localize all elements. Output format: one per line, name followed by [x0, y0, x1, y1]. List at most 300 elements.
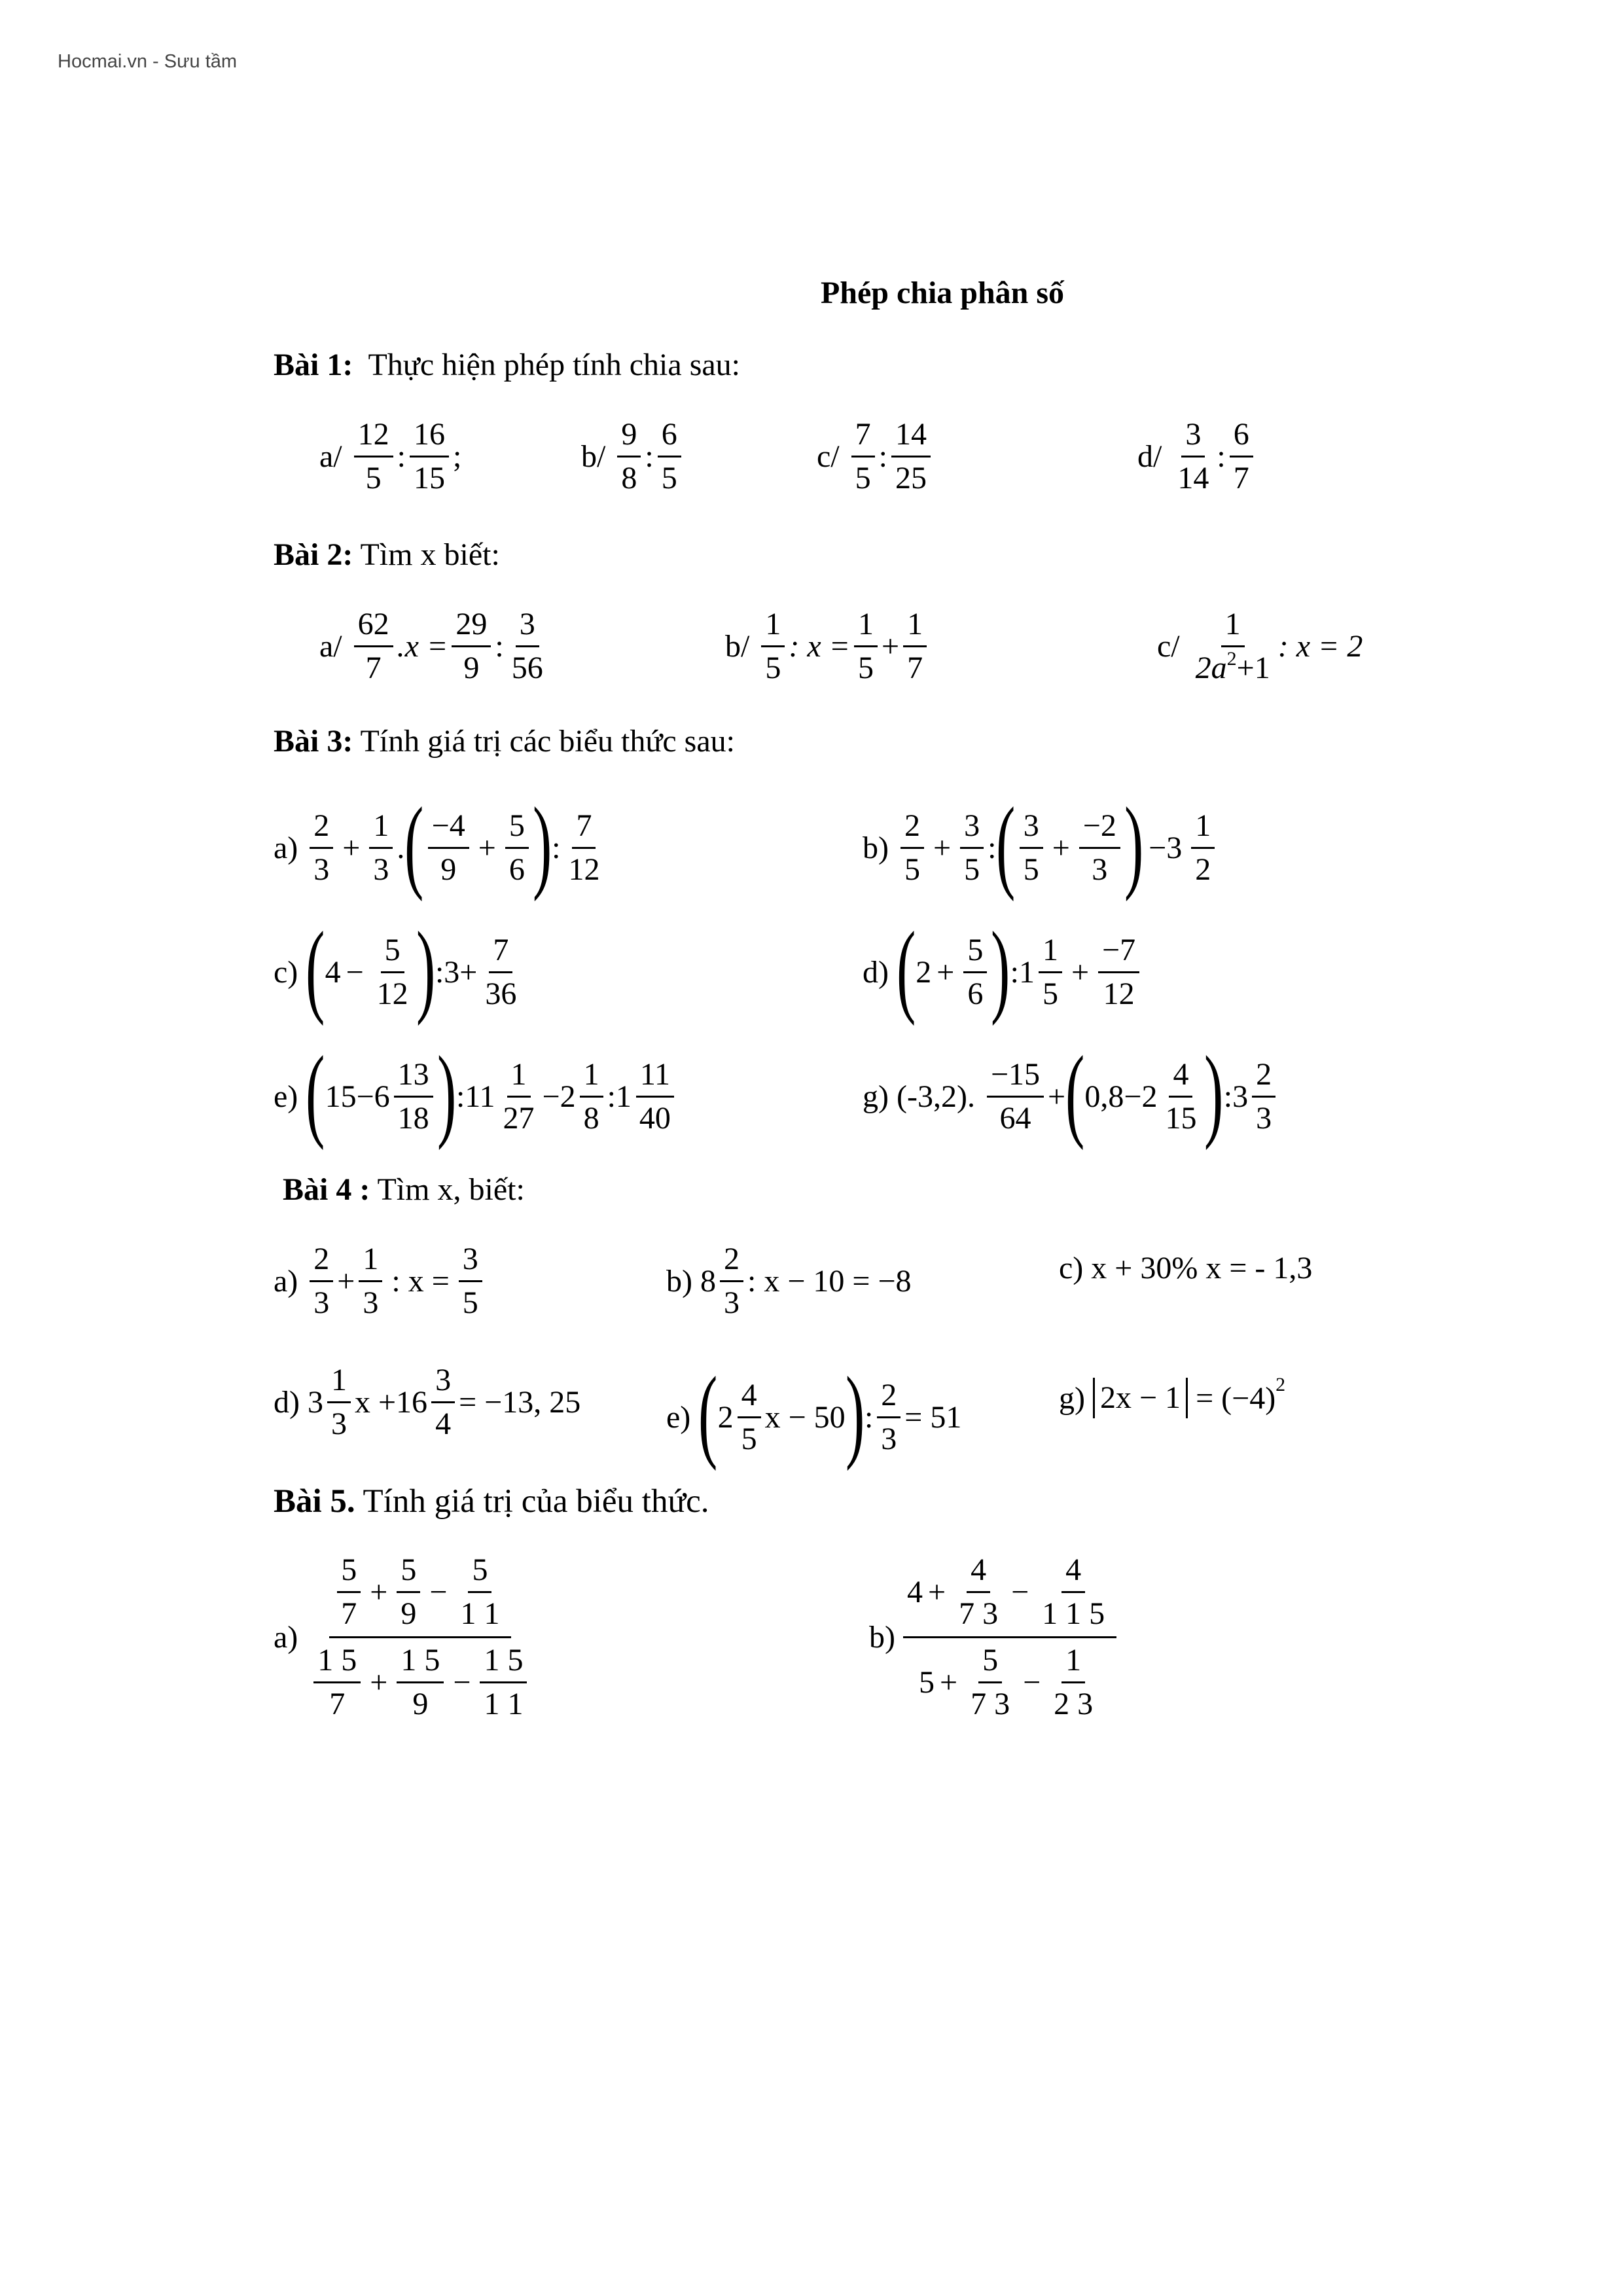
operator: +	[370, 1575, 388, 1609]
complex-fraction	[306, 1554, 535, 1720]
fraction	[1039, 932, 1062, 1011]
denominator: 7	[341, 1596, 357, 1631]
math-text: :11	[455, 1079, 495, 1114]
denominator: 3	[881, 1421, 897, 1456]
math-text: 4	[325, 954, 341, 990]
numerator: 62	[354, 609, 393, 647]
bai4-g	[1059, 1374, 1286, 1418]
denominator: 18	[397, 1100, 429, 1136]
fraction	[481, 932, 520, 1011]
math-text: −2	[1124, 1079, 1158, 1114]
label: a)	[274, 1620, 298, 1655]
numerator: 1	[1061, 1645, 1085, 1683]
numerator: 3	[459, 1244, 482, 1282]
numerator: 1	[1221, 609, 1245, 647]
bai3-c	[274, 910, 524, 1026]
denominator: 6	[508, 852, 525, 887]
numerator: 1	[903, 609, 927, 647]
fraction	[397, 1554, 420, 1630]
math-text: 5	[918, 1665, 935, 1700]
semicolon: ;	[452, 439, 462, 474]
fraction	[505, 810, 529, 886]
bai2-text: Tìm x biết:	[360, 537, 500, 572]
denominator: 7	[1233, 461, 1249, 495]
parenthesis: (	[698, 1355, 718, 1471]
label: a/	[319, 439, 342, 474]
denominator: 5	[462, 1285, 478, 1320]
numerator: 5	[978, 1645, 1002, 1683]
fraction	[310, 1244, 333, 1319]
fraction	[410, 419, 449, 494]
math-text: :	[552, 830, 561, 865]
fraction	[955, 1554, 1002, 1630]
denominator: 5	[964, 852, 980, 887]
fraction	[452, 609, 491, 684]
numerator: 6	[658, 419, 681, 457]
label: e)	[666, 1399, 691, 1435]
numerator: 7	[572, 810, 596, 849]
numerator: −2	[1079, 810, 1120, 849]
fraction	[1230, 419, 1253, 494]
denominator: 56	[511, 651, 543, 685]
bai4-e	[666, 1355, 962, 1471]
label: b/	[581, 439, 606, 474]
numerator: 2	[1252, 1059, 1275, 1098]
denominator: 64	[999, 1100, 1031, 1136]
bai1-label: Bài 1:	[274, 348, 353, 382]
numerator: 5	[337, 1554, 361, 1593]
bai1-a	[319, 419, 461, 494]
fraction	[459, 1244, 482, 1319]
operator: :	[878, 439, 887, 474]
numerator: −7	[1098, 935, 1139, 973]
operator: −	[1011, 1575, 1029, 1609]
fraction	[1038, 1554, 1109, 1630]
math-text: +	[1048, 1079, 1066, 1114]
numerator: 2	[901, 810, 924, 849]
fraction	[373, 932, 412, 1011]
numerator: 1 5	[313, 1645, 361, 1683]
denominator: 1 1	[484, 1687, 524, 1721]
label: b)	[869, 1620, 895, 1655]
fraction	[1252, 1056, 1275, 1136]
fraction	[967, 1645, 1014, 1720]
fraction	[397, 1645, 444, 1720]
bai4-heading	[283, 1172, 525, 1208]
denominator: 5	[765, 651, 781, 685]
fraction	[901, 810, 924, 886]
fraction	[354, 609, 393, 684]
parenthesis: )	[416, 910, 435, 1026]
numerator: 3	[516, 609, 539, 647]
bai1-d	[1137, 419, 1257, 494]
denominator: 3	[313, 852, 330, 887]
numerator: 12	[354, 419, 393, 457]
numerator: 2	[720, 1244, 743, 1282]
fraction	[508, 609, 547, 684]
math-text: :	[988, 830, 997, 865]
label: b)	[666, 1264, 692, 1299]
denominator: 9	[412, 1687, 429, 1721]
operator: −	[346, 954, 364, 990]
bai5-heading	[274, 1482, 709, 1520]
parenthesis: )	[1124, 785, 1144, 902]
math-text: x + 30% x = - 1,3	[1091, 1251, 1313, 1285]
bai5-text: Tính giá trị của biểu thức.	[363, 1483, 709, 1520]
bai5-b	[869, 1554, 1116, 1720]
watermark: Hocmai.vn - Sưu tầm	[58, 51, 238, 72]
parenthesis: (	[404, 785, 424, 902]
label: c/	[1157, 629, 1180, 664]
denominator: 5	[1042, 976, 1058, 1011]
math-text: +1	[1236, 651, 1270, 685]
numerator: 1	[580, 1059, 603, 1098]
numerator: 1	[359, 1244, 382, 1282]
fraction	[431, 1365, 455, 1440]
fraction	[369, 810, 393, 886]
bai2-label: Bài 2:	[274, 537, 353, 572]
bai3-a	[274, 785, 607, 902]
fraction	[1079, 810, 1120, 886]
label: c)	[274, 954, 298, 990]
fraction	[987, 1056, 1044, 1136]
numerator: 5	[468, 1554, 491, 1593]
fraction	[738, 1377, 761, 1456]
numerator: 3	[1181, 419, 1205, 457]
denominator: 3	[723, 1285, 740, 1320]
operator: +	[933, 830, 952, 865]
operator: +	[939, 1665, 958, 1700]
denominator: 7	[329, 1687, 346, 1721]
fraction	[394, 1056, 433, 1136]
fraction	[1050, 1645, 1097, 1720]
operator: +	[370, 1665, 388, 1700]
numerator: 3	[431, 1365, 455, 1403]
fraction	[580, 1056, 603, 1136]
denominator: 8	[621, 461, 637, 495]
numerator: 2	[310, 1244, 333, 1282]
label: d)	[274, 1385, 300, 1420]
fraction	[1098, 932, 1139, 1011]
math-text: x +16	[354, 1385, 428, 1420]
math-text: .	[397, 830, 405, 865]
numerator: 5	[505, 810, 529, 849]
fraction	[480, 1645, 527, 1720]
exponent: 2	[1226, 648, 1237, 670]
page-title: Phép chia phân số	[820, 276, 1065, 310]
fraction	[1192, 609, 1274, 684]
numerator: 4	[967, 1554, 990, 1593]
math-text: :3+	[435, 954, 478, 990]
fraction	[1173, 419, 1213, 494]
equation-part: : x =	[789, 629, 851, 664]
denominator: 3	[1092, 852, 1108, 887]
operator: −	[1023, 1665, 1041, 1700]
operator: +	[478, 830, 496, 865]
parenthesis: )	[845, 1355, 865, 1471]
parenthesis: )	[991, 910, 1010, 1026]
numerator: −4	[428, 810, 469, 849]
parenthesis: (	[896, 910, 916, 1026]
fraction	[456, 1554, 503, 1630]
denominator: 5	[365, 461, 382, 495]
fraction	[891, 419, 931, 494]
math-text: −2	[542, 1079, 576, 1114]
parenthesis: )	[1204, 1034, 1224, 1151]
math-text: 4	[906, 1575, 923, 1609]
numerator: 1 5	[480, 1645, 527, 1683]
denominator: 14	[1177, 461, 1209, 495]
operator: :	[397, 439, 406, 474]
bai3-text: Tính giá trị các biểu thức sau:	[360, 724, 735, 759]
bai3-g	[863, 1034, 1279, 1151]
math-text: 2a	[1195, 651, 1227, 685]
label: a/	[319, 629, 342, 664]
fraction	[1161, 1056, 1200, 1136]
numerator: 4	[1061, 1554, 1085, 1593]
fraction	[963, 932, 987, 1011]
bai4-text: Tìm x, biết:	[377, 1172, 525, 1207]
numerator: 13	[394, 1059, 433, 1098]
equation-part: .x =	[397, 629, 448, 664]
denominator: 5	[904, 852, 920, 887]
math-text: 15	[325, 1079, 357, 1114]
parenthesis: )	[532, 785, 552, 902]
denominator: 12	[376, 976, 408, 1011]
denominator	[1192, 647, 1274, 684]
denominator: 36	[485, 976, 517, 1011]
numerator: 16	[410, 419, 449, 457]
fraction	[851, 419, 875, 494]
label: g)	[863, 1079, 889, 1114]
denominator: 9	[463, 651, 480, 685]
denominator: 5	[858, 651, 874, 685]
bai3-e	[274, 1034, 679, 1151]
fraction	[761, 609, 785, 684]
bai1-heading	[274, 347, 740, 383]
math-text: = 51	[904, 1399, 962, 1435]
fraction	[310, 810, 333, 886]
numerator: 6	[1230, 419, 1253, 457]
fraction	[854, 609, 878, 684]
fraction	[720, 1244, 743, 1319]
fraction	[359, 1244, 382, 1319]
denominator: 7	[365, 651, 382, 685]
bai4-d	[274, 1365, 580, 1440]
numerator: 7	[851, 419, 875, 457]
fraction	[635, 1056, 675, 1136]
fraction	[327, 1365, 351, 1440]
numerator: 1	[854, 609, 878, 647]
math-text: 8	[700, 1264, 716, 1299]
numerator: 1	[761, 609, 785, 647]
bai1-text: Thực hiện phép tính chia sau:	[368, 348, 741, 382]
fraction	[903, 609, 927, 684]
denominator: 7	[907, 651, 923, 685]
operator: +	[1052, 830, 1070, 865]
parenthesis: (	[306, 910, 325, 1026]
bai3-label: Bài 3:	[274, 724, 353, 759]
bai5-label: Bài 5.	[274, 1483, 355, 1520]
math-text: −6	[356, 1079, 390, 1114]
numerator: 3	[1020, 810, 1043, 849]
denominator: 15	[1165, 1100, 1197, 1136]
denominator: 15	[413, 461, 445, 495]
denominator: 12	[568, 852, 600, 887]
bai4-b	[666, 1244, 912, 1319]
numerator: 2	[877, 1380, 901, 1418]
numerator: −15	[987, 1059, 1044, 1098]
math-text: :1	[1010, 954, 1035, 990]
denominator: 3	[330, 1407, 347, 1441]
label: g)	[1059, 1380, 1085, 1416]
fraction	[564, 810, 603, 886]
denominator: 6	[967, 976, 984, 1011]
numerator: 1	[1039, 935, 1062, 973]
numerator: 1	[327, 1365, 351, 1403]
parenthesis: (	[996, 785, 1016, 902]
denominator: 4	[435, 1407, 452, 1441]
fraction	[313, 1645, 361, 1720]
math-text: :	[864, 1399, 874, 1435]
denominator: 1 1 5	[1042, 1596, 1105, 1631]
operator: +	[1071, 954, 1090, 990]
parenthesis: (	[306, 1034, 325, 1151]
bai4-label: Bài 4 :	[283, 1172, 370, 1207]
denominator: 2 3	[1054, 1687, 1094, 1721]
numerator: 1	[369, 810, 393, 849]
fraction	[877, 1377, 901, 1456]
math-text: :1	[607, 1079, 632, 1114]
label: c)	[1059, 1251, 1084, 1285]
operator: :	[645, 439, 654, 474]
fraction	[1191, 810, 1215, 886]
operator: −	[453, 1665, 471, 1700]
math-text: : x − 10 = −8	[747, 1264, 912, 1299]
math-text: = (−4)	[1196, 1380, 1276, 1416]
denominator: 2	[1195, 852, 1211, 887]
numerator: 14	[891, 419, 931, 457]
denominator: 3	[363, 1285, 379, 1320]
denominator: 12	[1103, 976, 1135, 1011]
operator: :	[495, 629, 504, 664]
denominator: 1 1	[460, 1596, 500, 1631]
operator: +	[927, 1575, 946, 1609]
numerator: 1	[1191, 810, 1215, 849]
math-text: 2	[717, 1399, 734, 1435]
denominator: 3	[313, 1285, 330, 1320]
bai2-b	[725, 609, 931, 684]
numerator: 3	[960, 810, 984, 849]
label: c/	[817, 439, 840, 474]
label: b/	[725, 629, 750, 664]
math-text: = −13, 25	[459, 1385, 581, 1420]
operator: +	[342, 830, 361, 865]
bai1-b	[581, 419, 685, 494]
denominator: 3	[1256, 1100, 1272, 1136]
operator: +	[936, 954, 955, 990]
bai1-c	[817, 419, 935, 494]
denominator: 5	[855, 461, 871, 495]
denominator: 25	[895, 461, 927, 495]
math-text: :3	[1223, 1079, 1249, 1114]
bai2-c	[1157, 609, 1363, 684]
label: e)	[274, 1079, 298, 1114]
label: a)	[274, 1264, 298, 1299]
label: d)	[863, 954, 889, 990]
fraction	[428, 810, 469, 886]
denominator: 5	[661, 461, 677, 495]
equation-part: : x = 2	[1277, 629, 1363, 664]
operator: −	[429, 1575, 448, 1609]
math-text: x − 50	[764, 1399, 846, 1435]
fraction	[499, 1056, 539, 1136]
parenthesis: )	[437, 1034, 456, 1151]
math-text: 2	[916, 954, 932, 990]
denominator: 40	[639, 1100, 671, 1136]
numerator: 4	[738, 1380, 761, 1418]
numerator: 1 5	[397, 1645, 444, 1683]
exponent: 2	[1275, 1374, 1286, 1396]
fraction	[1020, 810, 1043, 886]
denominator: 7 3	[971, 1687, 1010, 1721]
numerator: 5	[381, 935, 404, 973]
fraction	[354, 419, 393, 494]
denominator: 9	[401, 1596, 417, 1631]
parenthesis: (	[1065, 1034, 1085, 1151]
operator: +	[882, 629, 900, 664]
operator: : x =	[391, 1264, 450, 1299]
absolute-value: 2x − 1	[1093, 1378, 1188, 1418]
denominator: 7 3	[959, 1596, 999, 1631]
operator: −3	[1149, 830, 1183, 865]
numerator: 11	[636, 1059, 674, 1098]
fraction	[658, 419, 681, 494]
numerator: 7	[489, 935, 512, 973]
denominator: 27	[503, 1100, 535, 1136]
complex-fraction	[903, 1554, 1116, 1720]
numerator: 9	[617, 419, 641, 457]
fraction	[960, 810, 984, 886]
math-text: 0,8	[1084, 1079, 1124, 1114]
bai2-heading	[274, 537, 500, 573]
operator: :	[1217, 439, 1226, 474]
denominator: 8	[583, 1100, 599, 1136]
bai4-a	[274, 1244, 486, 1319]
bai5-a	[274, 1554, 535, 1720]
label: a)	[274, 830, 298, 865]
numerator: 29	[452, 609, 491, 647]
numerator: 5	[397, 1554, 420, 1593]
fraction	[337, 1554, 361, 1630]
bai4-c	[1059, 1250, 1312, 1286]
denominator: 9	[440, 852, 457, 887]
math-text: (-3,2).	[896, 1079, 975, 1114]
denominator: 3	[373, 852, 389, 887]
label: d/	[1137, 439, 1162, 474]
bai3-b	[863, 785, 1219, 902]
numerator: 2	[310, 810, 333, 849]
numerator: 5	[963, 935, 987, 973]
numerator: 1	[507, 1059, 531, 1098]
fraction	[617, 419, 641, 494]
bai2-a	[319, 609, 551, 684]
bai3-d	[863, 910, 1143, 1026]
math-text: +	[337, 1264, 355, 1299]
denominator: 5	[1023, 852, 1039, 887]
bai3-heading	[274, 723, 735, 759]
label: b)	[863, 830, 889, 865]
